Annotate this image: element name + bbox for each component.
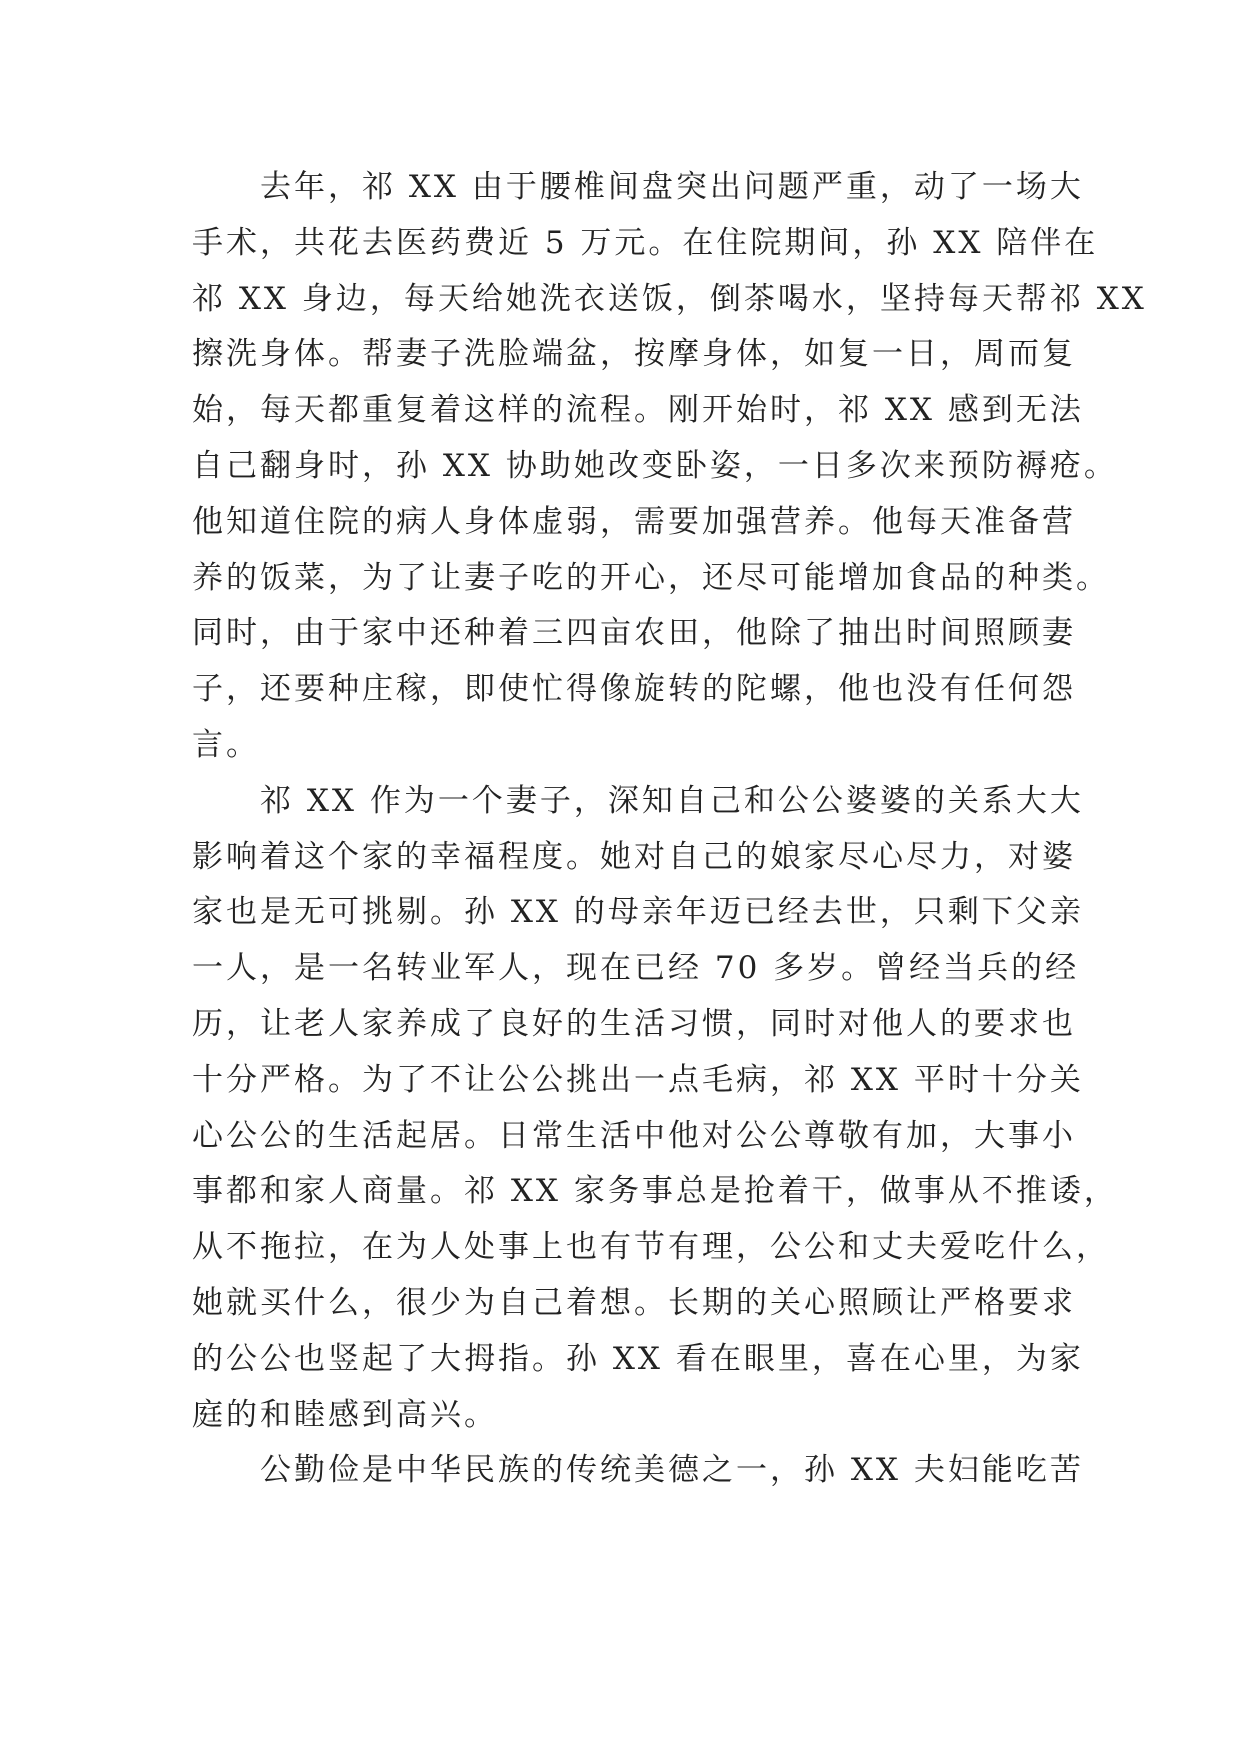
- text-line: 的公公也竖起了大拇指。孙 XX 看在眼里，喜在心里，为家: [192, 1340, 1084, 1377]
- text-line: 养的饭菜，为了让妻子吃的开心，还尽可能增加食品的种类。: [192, 559, 1110, 596]
- paragraph: [192, 774, 1118, 1444]
- document-body: [192, 160, 1147, 1499]
- text-line: 从不拖拉，在为人处事上也有节有理，公公和丈夫爱吃什么，: [192, 1229, 1110, 1266]
- text-line: 子，还要种庄稼，即使忙得像旋转的陀螺，他也没有任何怨: [192, 671, 1076, 708]
- text-line: 去年，祁 XX 由于腰椎间盘突出问题严重，动了一场大: [192, 169, 1084, 205]
- text-line: 同时，由于家中还种着三四亩农田，他除了抽出时间照顾妻: [192, 615, 1076, 652]
- paragraph: [192, 1443, 1084, 1499]
- text-line: 他知道住院的病人身体虚弱，需要加强营养。他每天准备营: [192, 503, 1076, 540]
- text-line: 影响着这个家的幸福程度。她对自己的娘家尽心尽力，对婆: [192, 838, 1076, 875]
- paragraph: [192, 160, 1147, 774]
- text-line: 她就买什么，很少为自己着想。长期的关心照顾让严格要求: [192, 1284, 1076, 1321]
- text-line: 公勤俭是中华民族的传统美德之一，孙 XX 夫妇能吃苦: [192, 1452, 1084, 1489]
- text-line: 家也是无可挑剔。孙 XX 的母亲年迈已经去世，只剩下父亲: [192, 894, 1084, 931]
- text-line: 始，每天都重复着这样的流程。刚开始时，祁 XX 感到无法: [192, 392, 1084, 429]
- text-line: 祁 XX 身边，每天给她洗衣送饭，倒茶喝水，坚持每天帮祁 XX: [192, 280, 1147, 317]
- text-line: 十分严格。为了不让公公挑出一点毛病，祁 XX 平时十分关: [192, 1061, 1084, 1098]
- text-line: 言。: [192, 726, 260, 763]
- text-line: 历，让老人家养成了良好的生活习惯，同时对他人的要求也: [192, 1005, 1076, 1042]
- text-line: 手术，共花去医药费近 5 万元。在住院期间，孙 XX 陪伴在: [192, 224, 1099, 261]
- text-line: 庭的和睦感到高兴。: [192, 1396, 498, 1433]
- text-line: 祁 XX 作为一个妻子，深知自己和公公婆婆的关系大大: [192, 782, 1084, 819]
- text-line: 一人，是一名转业军人，现在已经 70 多岁。曾经当兵的经: [192, 950, 1080, 987]
- text-line: 自己翻身时，孙 XX 协助她改变卧姿，一日多次来预防褥疮。: [192, 447, 1118, 484]
- text-line: 擦洗身体。帮妻子洗脸端盆，按摩身体，如复一日，周而复: [192, 336, 1076, 373]
- text-line: 心公公的生活起居。日常生活中他对公公尊敬有加，大事小: [192, 1117, 1076, 1154]
- text-line: 事都和家人商量。祁 XX 家务事总是抢着干，做事从不推诿，: [192, 1173, 1118, 1210]
